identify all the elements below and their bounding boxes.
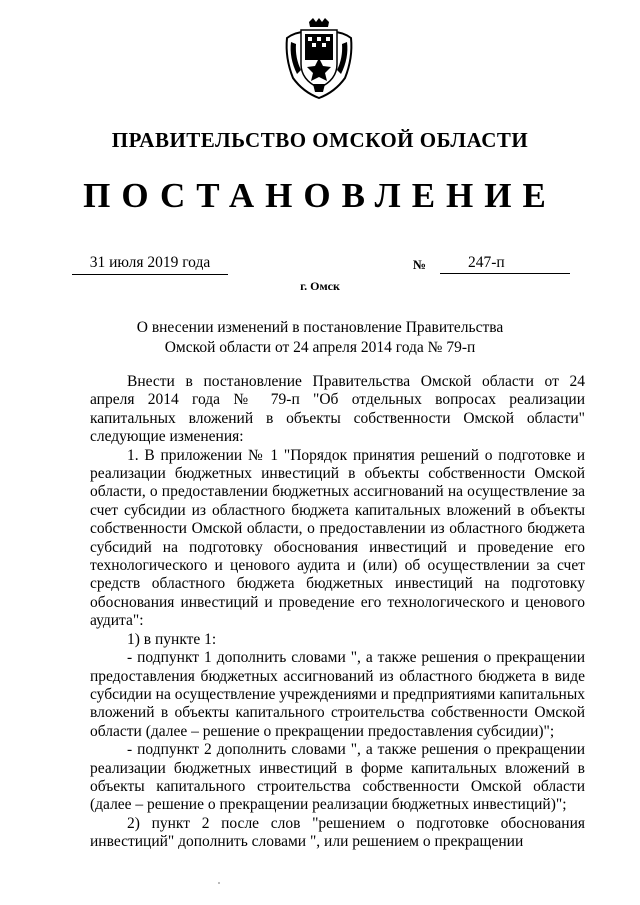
body-paragraph: Внести в постановление Правительства Омской области от 24 апреля 2014 года № 79-п "Об отдельных вопросах реализации капитальных вложений в объекты собственности Омской области" следующие изменения: (90, 373, 585, 446)
subject-line-1: О внесении изменений в постановление Правительства (136, 319, 504, 336)
scan-dot (218, 882, 220, 884)
body-paragraph: 2) пункт 2 после слов "решением о подготовке обоснования инвестиций" дополнить словами ", или решением о прекращении (90, 814, 585, 851)
coat-of-arms-emblem (283, 18, 355, 100)
body-paragraph: - подпункт 1 дополнить словами ", а также решения о прекращении предоставления бюджетных ассигнований из областного бюджета в виде субсидии на осуществление учреждениями и предприятиями капитальных вложений в объекты капитального строительства собственности Омской области (далее – решение о прекращении предоставления субсидии)"; (90, 649, 585, 740)
document-body (90, 373, 585, 852)
body-paragraph: 1. В приложении № 1 "Порядок принятия решений о подготовке и реализации бюджетных инвестиций в объекты собственности Омской области, о предоставлении бюджетных ассигнований на осуществление за счет субсидии из областного бюджета капитальных вложений в объекты собственности Омской области, о предоставлении из областного бюджета субсидий на подготовку обоснования инвестиций и проведение его технологического и ценового аудита и (или) об осуществлении за счет средств областного бюджета бюджетных инвестиций на подготовку обоснования инвестиций и проведение его технологического и ценового аудита": (90, 446, 585, 630)
document-subject (120, 318, 520, 358)
document-city: г. Омск (300, 279, 340, 293)
document-number: 247-п (440, 254, 570, 274)
document-date: 31 июля 2019 года (72, 254, 228, 275)
document-type-title: ПОСТАНОВЛЕНИЕ (83, 176, 557, 215)
body-paragraph: - подпункт 2 дополнить словами ", а также решения о прекращении реализации бюджетных инвестиций в форме капитальных вложений в объекты капитального строительства собственности Омской области (далее – решение о прекращении реализации бюджетных инвестиций)"; (90, 741, 585, 814)
number-sign: № (413, 257, 427, 272)
body-paragraph: 1) в пункте 1: (127, 630, 217, 648)
subject-line-2: Омской области от 24 апреля 2014 года № 79-п (164, 339, 476, 356)
government-title: ПРАВИТЕЛЬСТВО ОМСКОЙ ОБЛАСТИ (111, 128, 529, 152)
